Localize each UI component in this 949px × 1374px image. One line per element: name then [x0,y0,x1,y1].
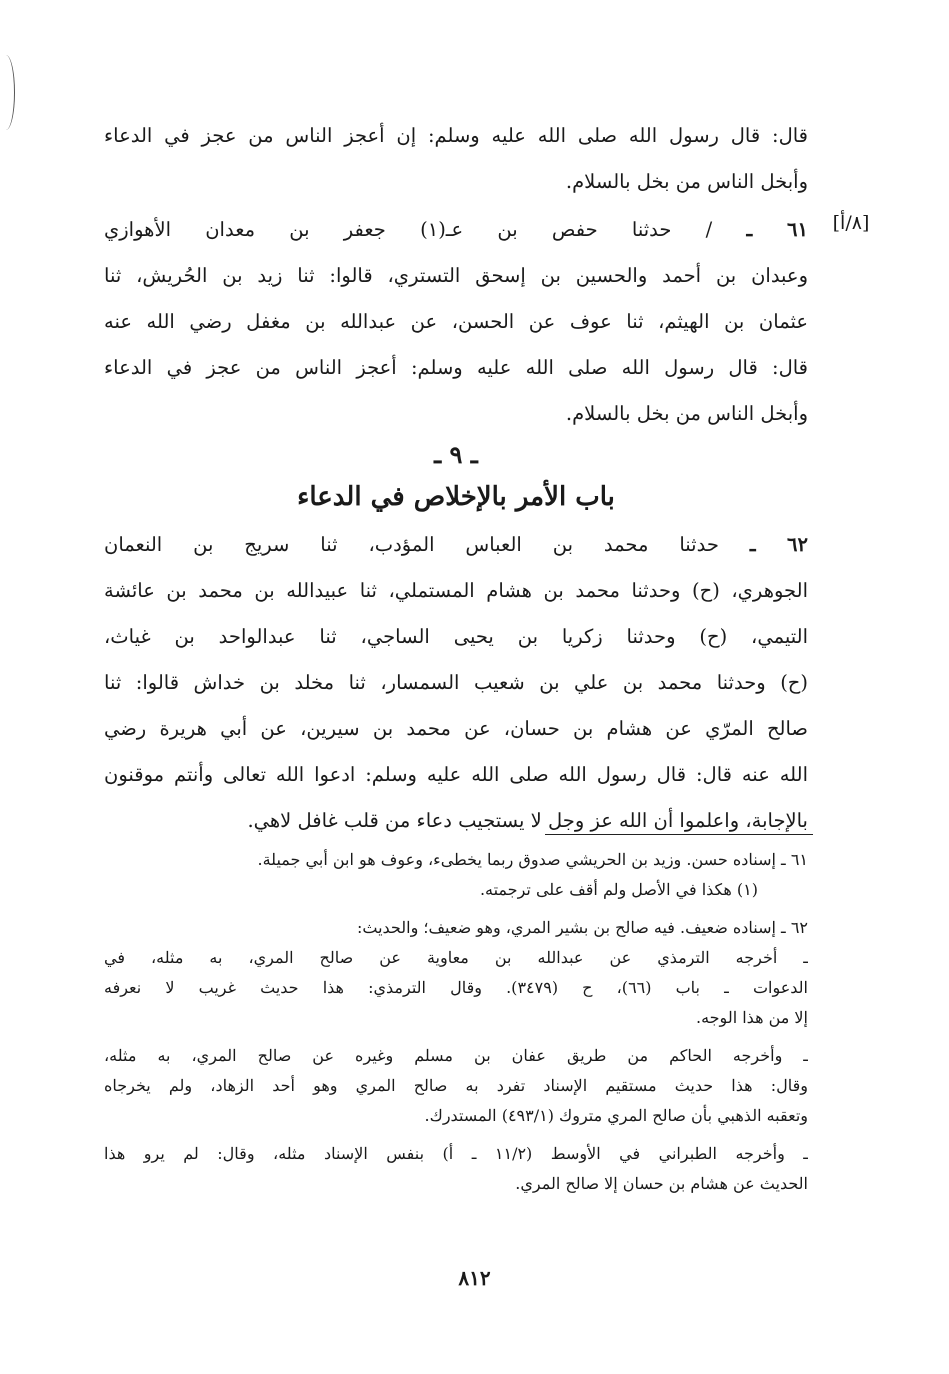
footnote-line: وتعقبه الذهبي بأن صالح المري متروك (٤٩٣/١) المستدرك. [424,1106,808,1125]
page-edge-bracket [0,55,15,130]
text-line: التيمي، (ح) وحدثنا زكريا بن يحيى الساجي، ثنا عبدالواحد بن غياث، [104,625,808,648]
chapter-title: باب الأمر بالإخلاص في الدعاء [297,482,615,512]
hadith-61 [104,207,808,437]
text-line: وأبخل الناس من بخل بالسلام. [565,402,808,425]
text-line: (ح) وحدثنا محمد بن علي بن شعيب السمسار، ثنا مخلد بن خداش قالوا: ثنا [104,671,808,694]
hadith-number: ٦٢ ـ [749,533,808,556]
footnote-61: ٦١ ـ إسناده حسن. وزيد بن الحريشي صدوق ربما يخطىء، وعوف هو ابن أبي جميلة. [257,850,808,869]
margin-folio-reference: [٨/أ] [832,212,870,234]
footnote-line: إلا من هذا الوجه. [696,1008,808,1027]
text-line: الله عنه قال: قال رسول الله صلى الله عليه وسلم: ادعوا الله تعالى وأنتم موقنون [104,763,808,786]
hadith-first-line: / حدثنا حفص بن عـ(١) جعفر بن معدان الأهوازي [104,218,713,241]
footnote-62: ٦٢ ـ إسناده ضعيف. فيه صالح بن بشير المري، وهو ضعيف؛ والحديث: [356,918,808,937]
footnote-line: ـ وأخرجه الحاكم من طريق عفان بن مسلم وغيره عن صالح المري، به مثله، [104,1046,808,1065]
section-number: ـ ٩ ـ [434,440,478,469]
text-line: بالإجابة، واعلموا أن الله عز وجل لا يستجيب دعاء من قلب غافل لاهي. [247,809,808,832]
text-line: وأبخل الناس من بخل بالسلام. [565,170,808,193]
text-line [104,522,808,568]
text-line: وعبدان بن أحمد والحسين بن إسحق التستري، قالوا: ثنا زيد بن الحُريش، ثنا [104,264,808,287]
hadith-number: ٦١ ـ [746,218,808,241]
hadith-60-tail [104,113,808,205]
footnote-line: ـ أخرجه الترمذي عن عبدالله بن معاوية عن صالح المري، به مثله، في [104,948,808,967]
page-number: ٨١٢ [458,1266,491,1290]
text-line: قال: قال رسول الله صلى الله عليه وسلم: إن أعجز الناس من عجز في الدعاء [104,124,808,147]
hadith-62 [104,522,808,844]
footnote-line: ـ وأخرجه الطبراني في الأوسط (١١/٢ ـ أ) بنفس الإسناد مثله، وقال: لم يرو هذا [104,1144,808,1163]
text-line [104,207,808,253]
footnote-separator [545,834,813,835]
text-line: صالح المرّي عن هشام بن حسان، عن محمد بن سيرين، عن أبي هريرة رضي [104,717,808,740]
text-line: عثمان بن الهيثم، ثنا عوف عن الحسن، عن عبدالله بن مغفل رضي الله عنه [104,310,808,333]
footnote-line: وقال: هذا حديث مستقيم الإسناد تفرد به صالح المري وهو أحد الزهاد، ولم يخرجاه [104,1076,808,1095]
text-line: قال: قال رسول الله صلى الله عليه وسلم: أعجز الناس من عجز في الدعاء [104,356,808,379]
text-line: الجوهري، (ح) وحدثنا محمد بن هشام المستملي، ثنا عبيدالله بن محمد بن عائشة [104,579,808,602]
footnotes [104,845,808,1199]
footnote-61-1: (١) هكذا في الأصل ولم أقف على ترجمته. [479,880,758,899]
hadith-first-line: حدثنا محمد بن العباس المؤدب، ثنا سريج بن النعمان [104,533,719,556]
footnote-line: الحديث عن هشام بن حسان إلا صالح المري. [515,1174,808,1193]
footnote-line: الدعوات ـ باب (٦٦)، ح (٣٤٧٩). وقال الترمذي: هذا حديث غريب لا نعرفه [104,978,808,997]
